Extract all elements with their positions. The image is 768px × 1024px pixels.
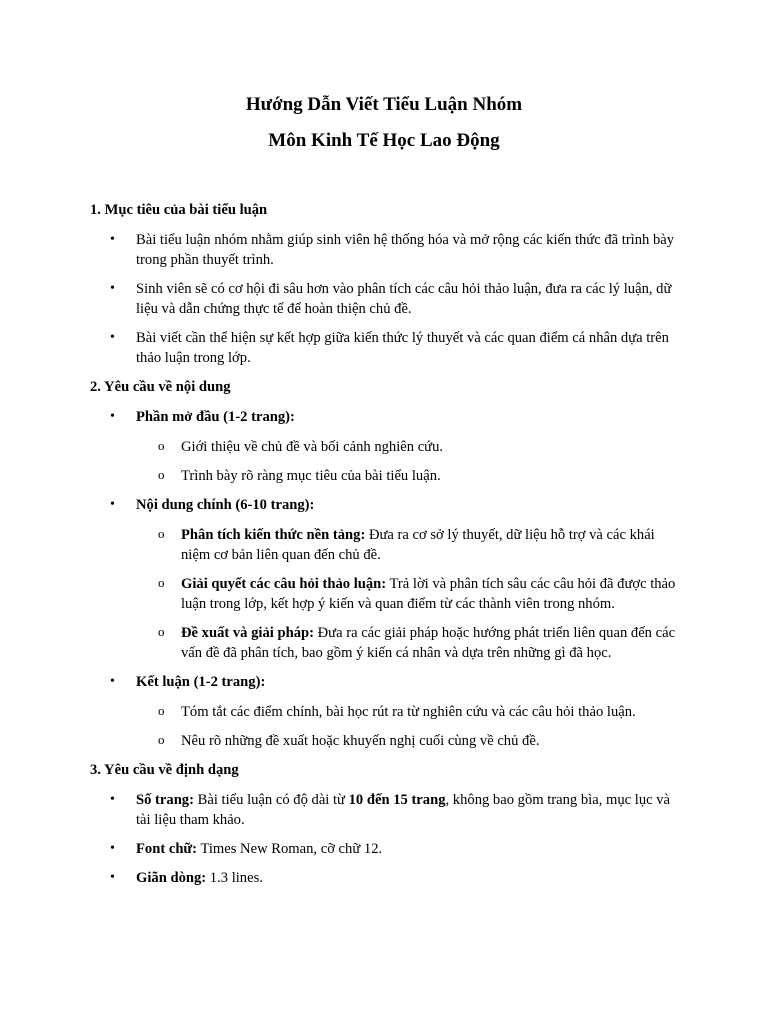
- sub-list-item: [136, 623, 680, 663]
- pages-range: 10 đến 15 trang: [348, 792, 446, 808]
- sub-item-label: Phân tích kiến thức nền tảng:: [181, 527, 366, 543]
- sub-list-item: [136, 466, 680, 486]
- document-body: [90, 200, 680, 897]
- list-item-font: [90, 839, 680, 859]
- list-item: [90, 328, 680, 368]
- sub-item-text: Đưa ra các giải pháp hoặc hướng phát triển liên quan đến các vấn đề đã phân tích, bao gồm ý kiến cá nhân và dựa trên những gì đã học.: [181, 625, 676, 661]
- bullet-icon: •: [110, 841, 115, 856]
- sub-bullet-icon: o: [158, 467, 165, 482]
- bullet-icon: •: [110, 792, 115, 807]
- list-item-text: Bài viết cần thể hiện sự kết hợp giữa kiến thức lý thuyết và các quan điểm cá nhân dựa trên thảo luận trong lớp.: [136, 330, 669, 366]
- bullet-icon: •: [110, 281, 115, 296]
- sub-list-item-text: Nêu rõ những đề xuất hoặc khuyến nghị cuối cùng về chủ đề.: [181, 733, 540, 749]
- sub-bullet-icon: o: [158, 438, 165, 453]
- sub-item-label: Giải quyết các câu hỏi thảo luận:: [181, 576, 387, 592]
- bullet-icon: •: [110, 870, 115, 885]
- section-heading-objectives: 1. Mục tiêu của bài tiểu luận: [90, 202, 268, 218]
- sub-list-item: [136, 525, 680, 565]
- pages-text-after: , không bao gồm trang bìa, mục lục và tài liệu tham khảo.: [136, 792, 671, 828]
- document-subtitle: Môn Kinh Tế Học Lao Động: [268, 130, 500, 151]
- list-item-text: Sinh viên sẽ có cơ hội đi sâu hơn vào phân tích các câu hỏi thảo luận, đưa ra các lý luận, dữ liệu và dẫn chứng thực tế để hoàn thiện chủ đề.: [136, 281, 672, 317]
- list-item-main: [90, 495, 680, 663]
- section-heading-format: 3. Yêu cầu về định dạng: [90, 762, 239, 778]
- content-requirements-list: [90, 407, 680, 751]
- bullet-icon: •: [110, 330, 115, 345]
- pages-text: Bài tiểu luận có độ dài từ: [193, 792, 349, 808]
- sub-list-item: [136, 702, 680, 722]
- intro-sublist: [136, 437, 680, 486]
- list-item-spacing: [90, 868, 680, 888]
- objectives-list: [90, 230, 680, 368]
- sub-list-item-text: Giới thiệu về chủ đề và bối cảnh nghiên cứu.: [181, 439, 444, 455]
- sub-bullet-icon: o: [158, 624, 165, 639]
- sub-list-item-text: Tóm tắt các điểm chính, bài học rút ra từ nghiên cứu và các câu hỏi thảo luận.: [181, 704, 636, 720]
- bullet-icon: •: [110, 497, 115, 512]
- sub-list-item-text: Trình bày rõ ràng mục tiêu của bài tiểu luận.: [181, 468, 441, 484]
- sub-list-item: [136, 437, 680, 457]
- list-item: [90, 279, 680, 319]
- main-label: Nội dung chính (6-10 trang):: [136, 497, 315, 513]
- list-item-pages: [90, 790, 680, 830]
- sub-item-label: Đề xuất và giải pháp:: [181, 625, 314, 641]
- bullet-icon: •: [110, 674, 115, 689]
- conclusion-label: Kết luận (1-2 trang):: [136, 674, 266, 690]
- bullet-icon: •: [110, 232, 115, 247]
- section-heading-content: 2. Yêu cầu về nội dung: [90, 379, 231, 395]
- list-item-text: Bài tiểu luận nhóm nhằm giúp sinh viên hệ thống hóa và mở rộng các kiến thức đã trình bày trong phần thuyết trình.: [136, 232, 675, 268]
- bullet-icon: •: [110, 409, 115, 424]
- font-text: Times New Roman, cỡ chữ 12.: [197, 841, 383, 857]
- conclusion-sublist: [136, 702, 680, 751]
- list-item-conclusion: [90, 672, 680, 751]
- sub-list-item: [136, 574, 680, 614]
- sub-item-text: Trả lời và phân tích sâu các câu hỏi đã được thảo luận trong lớp, kết hợp ý kiến và quan điểm từ các thành viên trong nhóm.: [181, 576, 676, 612]
- sub-bullet-icon: o: [158, 575, 165, 590]
- sub-bullet-icon: o: [158, 526, 165, 541]
- format-requirements-list: [90, 790, 680, 888]
- font-label: Font chữ:: [136, 841, 198, 857]
- spacing-text: 1.3 lines.: [206, 870, 263, 886]
- sub-bullet-icon: o: [158, 703, 165, 718]
- intro-label: Phần mở đầu (1-2 trang):: [136, 409, 295, 425]
- sub-bullet-icon: o: [158, 732, 165, 747]
- spacing-label: Giãn dòng:: [136, 870, 207, 886]
- list-item: [90, 230, 680, 270]
- sub-item-text: Đưa ra cơ sở lý thuyết, dữ liệu hỗ trợ và các khái niệm cơ bản liên quan đến chủ đề.: [181, 527, 655, 563]
- list-item-intro: [90, 407, 680, 486]
- main-sublist: [136, 525, 680, 663]
- document-title: Hướng Dẫn Viết Tiểu Luận Nhóm: [245, 94, 523, 115]
- pages-label: Số trang:: [136, 792, 194, 808]
- sub-list-item: [136, 731, 680, 751]
